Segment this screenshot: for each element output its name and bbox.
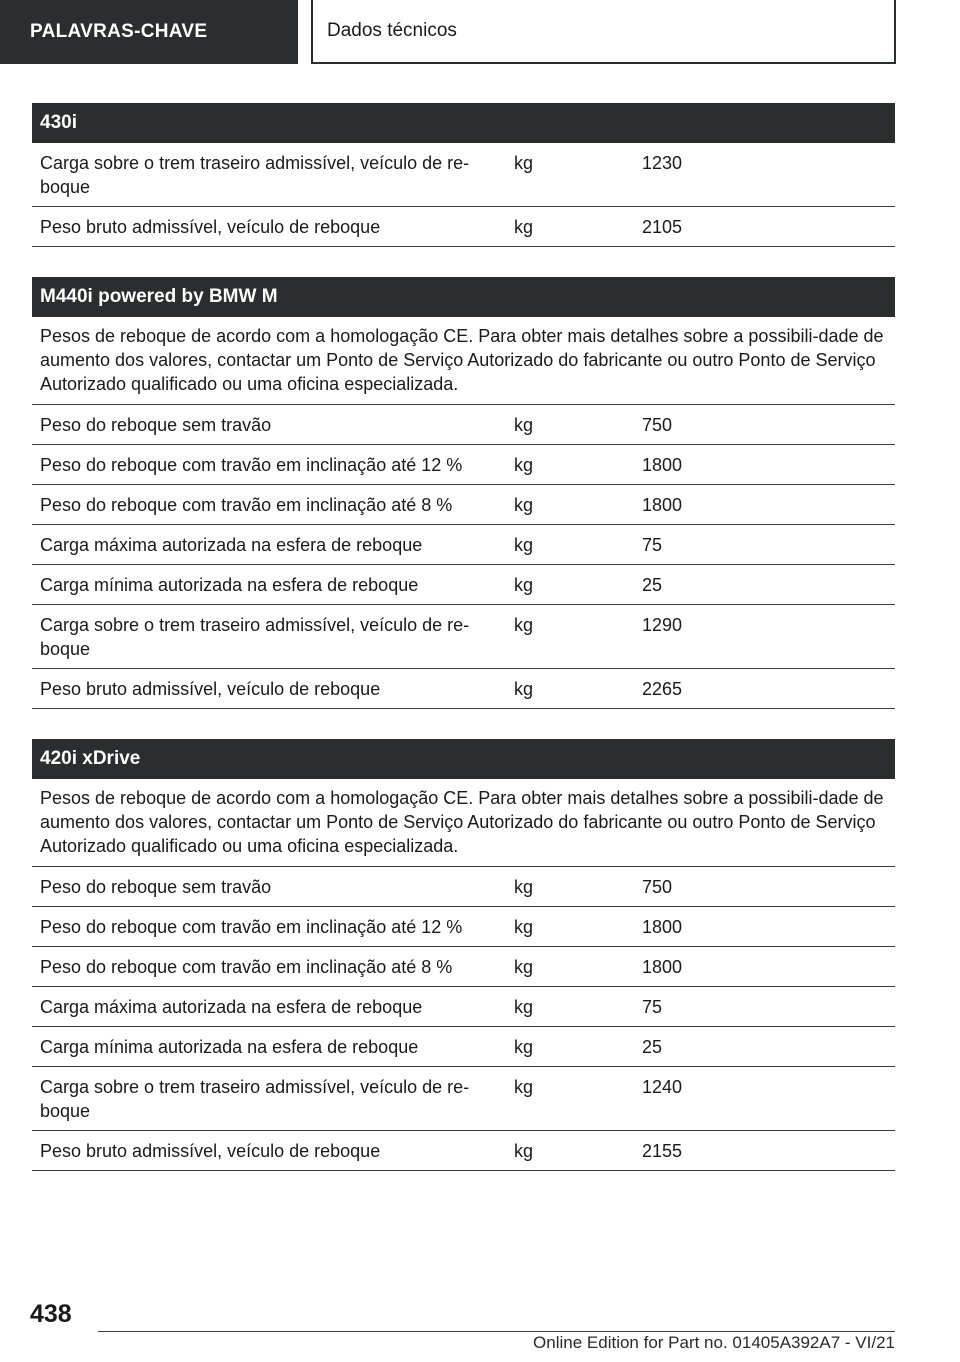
row-label: Carga sobre o trem traseiro admissível, veículo de re-boque bbox=[40, 1077, 470, 1121]
row-label: Carga mínima autorizada na esfera de reboque bbox=[40, 575, 419, 595]
row-unit: kg bbox=[514, 217, 534, 237]
header-section-label: PALAVRAS-CHAVE bbox=[30, 21, 208, 42]
table-row bbox=[32, 1067, 895, 1131]
table-row bbox=[32, 867, 895, 907]
footer-divider bbox=[98, 1331, 895, 1332]
row-unit: kg bbox=[514, 1037, 534, 1057]
row-label: Peso do reboque sem travão bbox=[40, 877, 272, 897]
row-value: 2265 bbox=[642, 679, 683, 699]
table-row bbox=[32, 143, 895, 207]
row-value: 75 bbox=[642, 997, 663, 1017]
row-unit: kg bbox=[514, 957, 534, 977]
section-430i bbox=[32, 103, 895, 247]
table-row bbox=[32, 525, 895, 565]
table-row bbox=[32, 605, 895, 669]
row-label: Peso do reboque com travão em inclinação até 8 % bbox=[40, 495, 453, 515]
row-unit: kg bbox=[514, 997, 534, 1017]
row-label: Peso bruto admissível, veículo de reboque bbox=[40, 217, 381, 237]
row-value: 1230 bbox=[642, 153, 683, 173]
row-unit: kg bbox=[514, 575, 534, 595]
row-label: Carga mínima autorizada na esfera de reboque bbox=[40, 1037, 419, 1057]
row-unit: kg bbox=[514, 455, 534, 475]
row-label: Peso bruto admissível, veículo de reboque bbox=[40, 1141, 381, 1161]
header-chapter-tab bbox=[311, 0, 896, 64]
row-value: 750 bbox=[642, 877, 673, 897]
row-value: 75 bbox=[642, 535, 663, 555]
section-title: 420i xDrive bbox=[32, 739, 895, 779]
header-section-tab bbox=[0, 0, 298, 64]
row-unit: kg bbox=[514, 917, 534, 937]
row-value: 1800 bbox=[642, 455, 683, 475]
page-number: 438 bbox=[30, 1300, 72, 1328]
row-label: Carga sobre o trem traseiro admissível, veículo de re-boque bbox=[40, 615, 470, 659]
section-note: Pesos de reboque de acordo com a homologação CE. Para obter mais detalhes sobre a possibili-dade de aumento dos valores, contactar um Ponto de Serviço Autorizado do fabricante ou outro Ponto de Serviço Autorizado qualificado ou uma oficina especializada. bbox=[32, 779, 895, 867]
row-unit: kg bbox=[514, 1077, 534, 1097]
table-row bbox=[32, 907, 895, 947]
table-row bbox=[32, 669, 895, 709]
table-row bbox=[32, 1131, 895, 1171]
row-unit: kg bbox=[514, 615, 534, 635]
row-unit: kg bbox=[514, 153, 534, 173]
row-label: Peso do reboque com travão em inclinação até 12 % bbox=[40, 455, 463, 475]
table-row bbox=[32, 1027, 895, 1067]
row-label: Peso do reboque com travão em inclinação até 8 % bbox=[40, 957, 453, 977]
row-value: 2155 bbox=[642, 1141, 683, 1161]
table-row bbox=[32, 485, 895, 525]
row-label: Carga sobre o trem traseiro admissível, veículo de re-boque bbox=[40, 153, 470, 197]
row-value: 1800 bbox=[642, 495, 683, 515]
row-unit: kg bbox=[514, 495, 534, 515]
row-value: 1290 bbox=[642, 615, 683, 635]
row-unit: kg bbox=[514, 1141, 534, 1161]
row-label: Peso do reboque sem travão bbox=[40, 415, 272, 435]
table-row bbox=[32, 565, 895, 605]
table-row bbox=[32, 987, 895, 1027]
table-row bbox=[32, 445, 895, 485]
section-note: Pesos de reboque de acordo com a homologação CE. Para obter mais detalhes sobre a possibili-dade de aumento dos valores, contactar um Ponto de Serviço Autorizado do fabricante ou outro Ponto de Serviço Autorizado qualificado ou uma oficina especializada. bbox=[32, 317, 895, 405]
row-value: 25 bbox=[642, 575, 663, 595]
row-label: Carga máxima autorizada na esfera de reboque bbox=[40, 997, 423, 1017]
row-label: Carga máxima autorizada na esfera de reboque bbox=[40, 535, 423, 555]
row-value: 2105 bbox=[642, 217, 683, 237]
row-unit: kg bbox=[514, 535, 534, 555]
header-chapter-label: Dados técnicos bbox=[327, 20, 457, 41]
row-value: 25 bbox=[642, 1037, 663, 1057]
table-row bbox=[32, 947, 895, 987]
footer-edition: Online Edition for Part no. 01405A392A7 - VI/21 bbox=[533, 1333, 895, 1352]
technical-data-content bbox=[32, 103, 895, 1201]
section-title: M440i powered by BMW M bbox=[32, 277, 895, 317]
row-value: 750 bbox=[642, 415, 673, 435]
row-unit: kg bbox=[514, 877, 534, 897]
table-row bbox=[32, 207, 895, 247]
section-m440i bbox=[32, 277, 895, 709]
row-label: Peso bruto admissível, veículo de reboque bbox=[40, 679, 381, 699]
row-unit: kg bbox=[514, 679, 534, 699]
row-value: 1240 bbox=[642, 1077, 683, 1097]
section-title: 430i bbox=[32, 103, 895, 143]
row-unit: kg bbox=[514, 415, 534, 435]
row-value: 1800 bbox=[642, 957, 683, 977]
row-value: 1800 bbox=[642, 917, 683, 937]
section-420i-xdrive bbox=[32, 739, 895, 1171]
row-label: Peso do reboque com travão em inclinação até 12 % bbox=[40, 917, 463, 937]
table-row bbox=[32, 405, 895, 445]
